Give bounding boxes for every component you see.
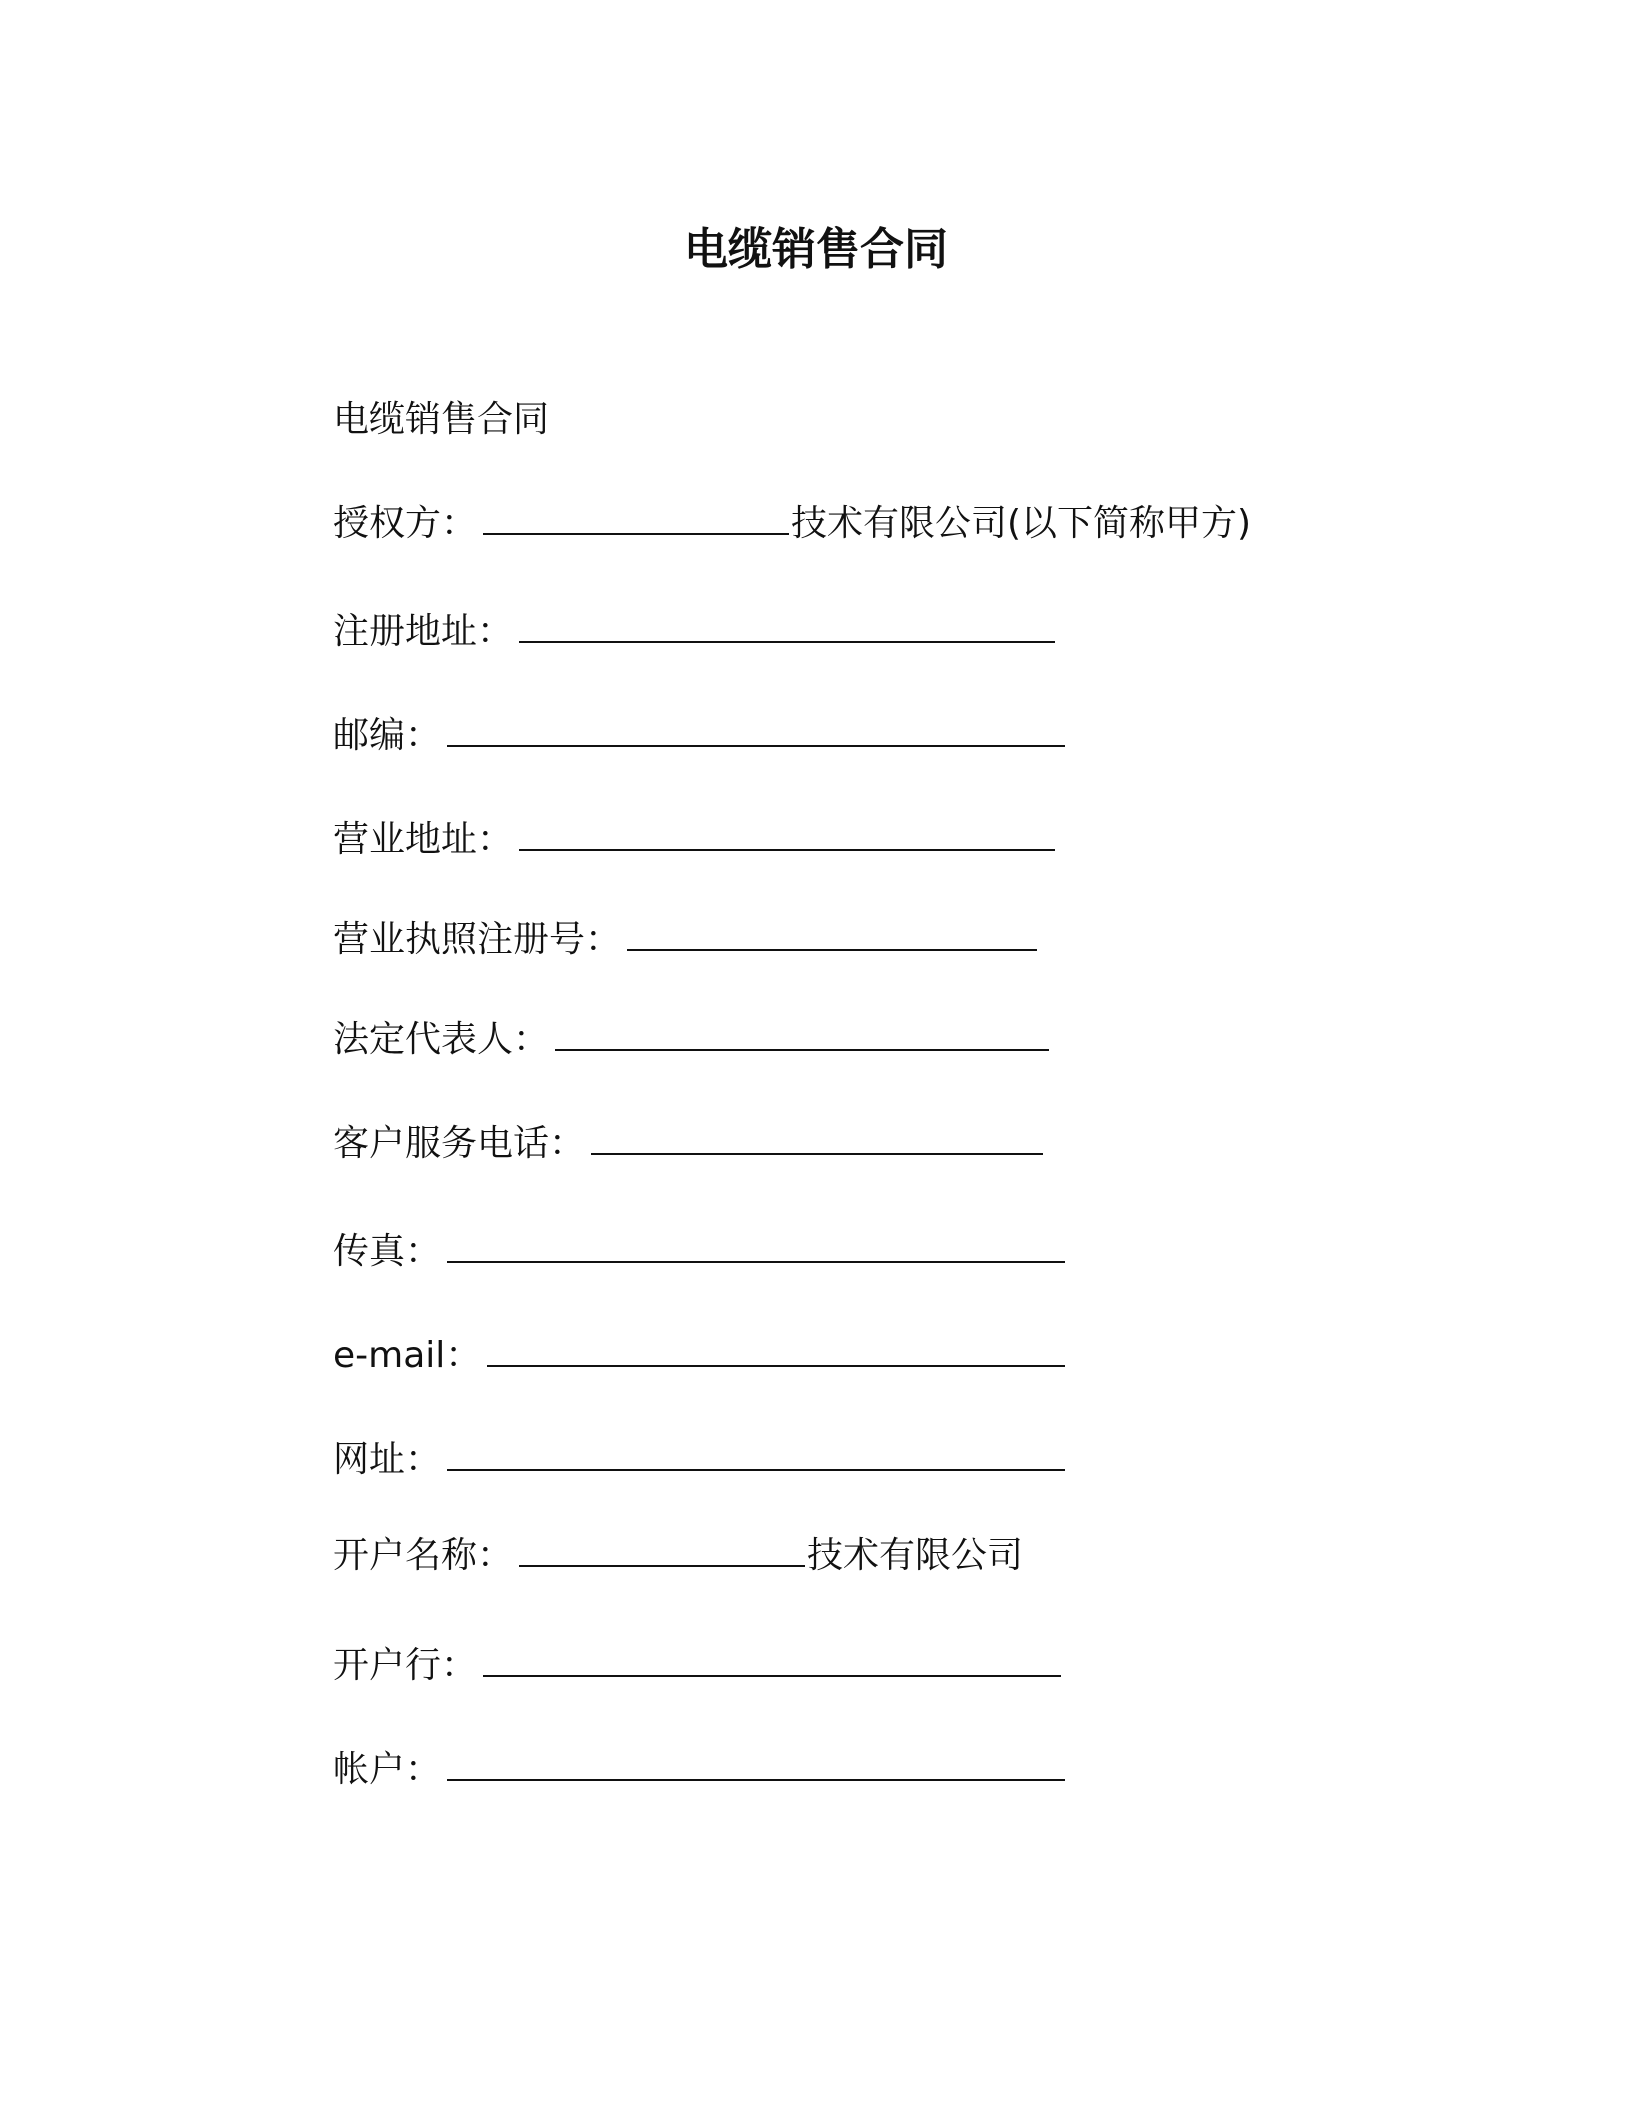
- field-suffix: 技术有限公司(以下简称甲方): [791, 503, 1252, 544]
- field-legal-representative: [333, 1016, 1051, 1064]
- field-license-number: [333, 916, 1039, 964]
- blank-line: [591, 1123, 1043, 1155]
- blank-line: [447, 1749, 1065, 1781]
- field-label: 开户行：: [333, 1645, 478, 1686]
- field-label: 注册地址：: [333, 611, 514, 652]
- field-registered-address: [333, 608, 1057, 656]
- field-label: 营业执照注册号：: [333, 919, 622, 960]
- field-postcode: [333, 712, 1067, 760]
- field-label: 授权方：: [333, 503, 478, 544]
- blank-line: [483, 503, 789, 535]
- field-label: 营业地址：: [333, 819, 514, 860]
- field-label: 客户服务电话：: [333, 1123, 586, 1164]
- field-authorizer: [333, 500, 1251, 548]
- field-label: 开户名称：: [333, 1535, 514, 1576]
- field-suffix: 技术有限公司: [807, 1535, 1024, 1576]
- field-label: e-mail：: [333, 1335, 482, 1376]
- blank-line: [487, 1335, 1065, 1367]
- field-email: [333, 1332, 1067, 1380]
- field-business-address: [333, 816, 1057, 864]
- field-website: [333, 1436, 1067, 1484]
- blank-line: [447, 1439, 1065, 1471]
- field-account-name: [333, 1532, 1023, 1580]
- document-subtitle: 电缆销售合同: [333, 399, 550, 440]
- field-bank: [333, 1642, 1063, 1690]
- field-service-phone: [333, 1120, 1045, 1168]
- blank-line: [447, 715, 1065, 747]
- field-fax: [333, 1228, 1067, 1276]
- blank-line: [555, 1019, 1049, 1051]
- blank-line: [627, 919, 1037, 951]
- field-label: 法定代表人：: [333, 1019, 550, 1060]
- field-account-number: [333, 1746, 1067, 1794]
- blank-line: [519, 819, 1055, 851]
- document-title: 电缆销售合同: [684, 224, 948, 275]
- field-label: 网址：: [333, 1439, 442, 1480]
- field-label: 传真：: [333, 1231, 442, 1272]
- blank-line: [519, 1535, 805, 1567]
- blank-line: [519, 611, 1055, 643]
- field-label: 邮编：: [333, 715, 442, 756]
- field-label: 帐户：: [333, 1749, 442, 1790]
- blank-line: [447, 1231, 1065, 1263]
- blank-line: [483, 1645, 1061, 1677]
